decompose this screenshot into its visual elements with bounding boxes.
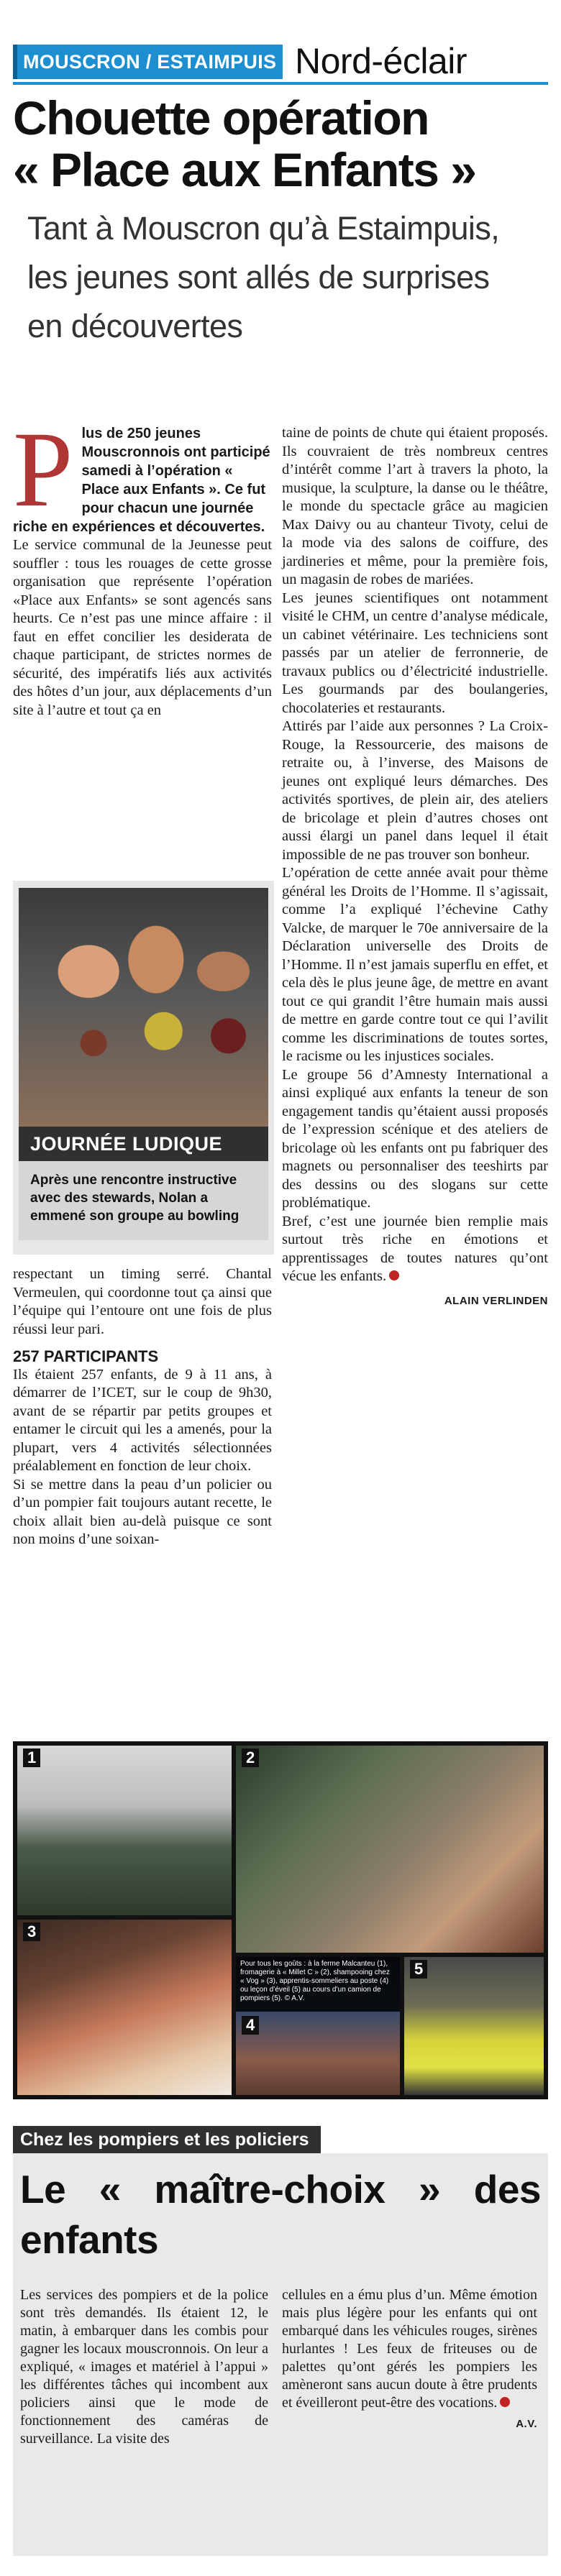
collage-legend: Pour tous les goûts : à la ferme Malcanteu (1), fromagerie à « Millet C » (2), shampooing chez « Vog » (3), apprentis-sommeliers au poste (4) ou leçon d’éveil (5) au cours d’un camion de pompiers (5). © A.V.	[236, 1957, 400, 2012]
sidebar-article-title: Le « maître-choix » des enfants	[20, 2167, 541, 2262]
sidebar-paragraph: Les services des pompiers et de la police sont très demandés. Ils étaient 12, le matin, à embarquer dans les combis pour gagner les locaux mouscronnois. On leur a expliqué, « images et matériel à l’appui » les différentes tâches qui incombent aux policiers ainsi que le mode de fonctionnement des caméras de surveillance. La visite des	[20, 2287, 268, 2447]
section-rubric: MOUSCRON / ESTAIMPUIS	[13, 45, 283, 79]
photo-number: 2	[242, 1748, 259, 1767]
subtitle-line-1: Tant à Mouscron qu’à Estaimpuis,	[27, 210, 500, 247]
body-paragraph: Les jeunes scientifiques ont notamment visité le CHM, un centre d’analyse médicale, un cabinet vétérinaire. Les techniciens sont passés par un atelier de ferronnerie, de travaux publics ou d’électricité industrielle. Les gourmands par des boulangeries, chocolateries et restaurants.	[282, 590, 549, 716]
body-paragraph: taine de points de chute qui étaient proposés. Ils couvraient de très nombreux centres d’intérêt comme l’art à travers la photo, la musique, la sculpture, la danse ou le théâtre, le monde du spectacle grâce au magicien Max Daivy ou au chanteur Tivoty, celui de la mode via des salons de coiffure, des jardineries et même, pour la première fois, un magasin de robes de mariées.	[282, 425, 548, 587]
article-subtitle	[27, 204, 548, 351]
body-paragraph: Attirés par l’aide aux personnes ? La Croix-Rouge, la Ressourcerie, des maisons de retraite ou, à l’inverse, des Maisons de jeunes ont expliqué leurs démarches. Des activités sportives, de plein air, des ateliers de bricolage et plein d’autres choses ont aussi élargi un panel dans lequel il était impossible de ne pas trouver son bonheur.	[282, 718, 548, 863]
photo-number: 1	[23, 1748, 40, 1767]
body-paragraph: Le groupe 56 d’Amnesty International a ainsi expliqué aux enfants la teneur de son engagement tandis qu’étaient aussi proposés de l’expression scénique et des ateliers de bricolage où les enfants ont pu fabriquer des magnets ou personnaliser des teeshirts par des dessins ou des slogans sur cette problématique.	[282, 1066, 548, 1211]
end-mark-icon	[500, 2397, 510, 2407]
collage-photo-1	[17, 1746, 232, 1915]
bowling-photo	[19, 888, 268, 1127]
author-signature: ALAIN VERLINDEN	[444, 1294, 548, 1307]
body-paragraph-final	[282, 1213, 548, 1286]
body-paragraph: Si se mettre dans la peau d’un policier ou d’un pompier fait toujours autant recette, le choix allait bien au-delà puisque ce sont non moins d’une soixan-	[13, 1476, 272, 1547]
photo-number: 5	[410, 1960, 427, 1979]
section-subhead: 257 PARTICIPANTS	[13, 1347, 159, 1365]
photo-number: 3	[23, 1922, 40, 1941]
article-column-left-continued	[13, 1265, 272, 1549]
article-title-line-2: « Place aux Enfants »	[13, 143, 476, 196]
drop-cap: P	[13, 410, 73, 529]
body-paragraph: Ils étaient 257 enfants, de 9 à 11 ans, à démarrer de l’ICET, sur le coup de 9h30, avant de se répartir par petits groupes et entamer le circuit qui les a amenés, pour la plupart, vers 4 activités sélectionnées préalablement en fonction de leur choix.	[13, 1366, 272, 1474]
sidebar-paragraph	[282, 2286, 537, 2412]
article-column-right	[282, 424, 548, 1310]
photo-caption-text: Après une rencontre instructive avec des stewards, Nolan a emmené son groupe au bowling	[19, 1161, 268, 1240]
subtitle-line-3: en découvertes	[27, 308, 243, 344]
sidebar-column-right	[282, 2286, 537, 2433]
photo-collage	[13, 1741, 548, 2099]
end-mark-icon	[389, 1270, 399, 1280]
photo-box	[13, 881, 274, 1255]
article-lead: lus de 250 jeunes Mouscronnois ont participé samedi à l’opération « Place aux Enfants ». Ce fut pour chacun une journée riche en expériences et découvertes.	[13, 426, 270, 535]
newspaper-brand: Nord-éclair	[295, 41, 468, 81]
collage-photo-3	[17, 1920, 232, 2095]
photo-caption-title: JOURNÉE LUDIQUE	[19, 1127, 268, 1161]
sidebar-paragraph-text: cellules en a ému plus d’un. Même émotion mais plus légère pour les enfants qui ont embarqué dans les véhicules rouges, sirènes hurlantes ! Les feux de friteuses ou de palettes qu’ont gérés les pompiers les amèneront sans aucun doute à être prudents et éveilleront peut-être des vocations.	[282, 2287, 537, 2411]
final-paragraph-text: Bref, c’est une journée bien remplie mais surtout très riche en émotions et apprentissages de toutes natures qu’ont vécue les enfants.	[282, 1213, 548, 1284]
page-header	[13, 41, 548, 85]
sidebar-signature: A.V.	[516, 2418, 537, 2430]
sidebar-column-left	[20, 2286, 268, 2448]
photo-number: 4	[242, 2016, 259, 2035]
header-divider	[13, 82, 548, 85]
subtitle-line-2: les jeunes sont allés de surprises	[27, 259, 490, 295]
collage-photo-2	[236, 1746, 544, 1953]
body-paragraph: L’opération de cette année avait pour thème général les Droits de l’Homme. Il s’agissait, comme l’a expliqué l’échevine Cathy Valcke, de marquer le 70e anniversaire de la Déclaration universelle des Droits de l’Homme. Il n’est jamais superflu en effet, et cela dès le plus jeune âge, de mettre en avant tout ce qui grandit l’être humain mais aussi de mettre en garde contre tout ce qui l’avilit comme les discriminations de toutes sortes, le racisme ou les injustices sociales.	[282, 865, 548, 1064]
article-column-left	[13, 410, 272, 720]
body-paragraph: respectant un timing serré. Chantal Vermeulen, qui coordonne tout ça ainsi que l’équipe qui l’entoure ont une fois de plus réussi leur pari.	[13, 1266, 272, 1337]
sidebar-kicker: Chez les pompiers et les policiers	[13, 2126, 321, 2153]
article-title-line-1: Chouette opération	[13, 91, 429, 145]
collage-photo-5	[404, 1957, 544, 2095]
body-paragraph: Le service communal de la Jeunesse peut souffler : tous les rouages de cette grosse organisation que représente l’opération «Place aux Enfants» se sont agencés sans heurts. Ce n’est pas une mince affaire : il faut en effet concilier les desiderata de chaque participant, de strictes normes de sécurité, des impératifs liés aux activités des hôtes d’un jour, aux déplacements d’un site à l’autre et tout ça en	[13, 537, 272, 718]
article-title	[13, 92, 548, 196]
